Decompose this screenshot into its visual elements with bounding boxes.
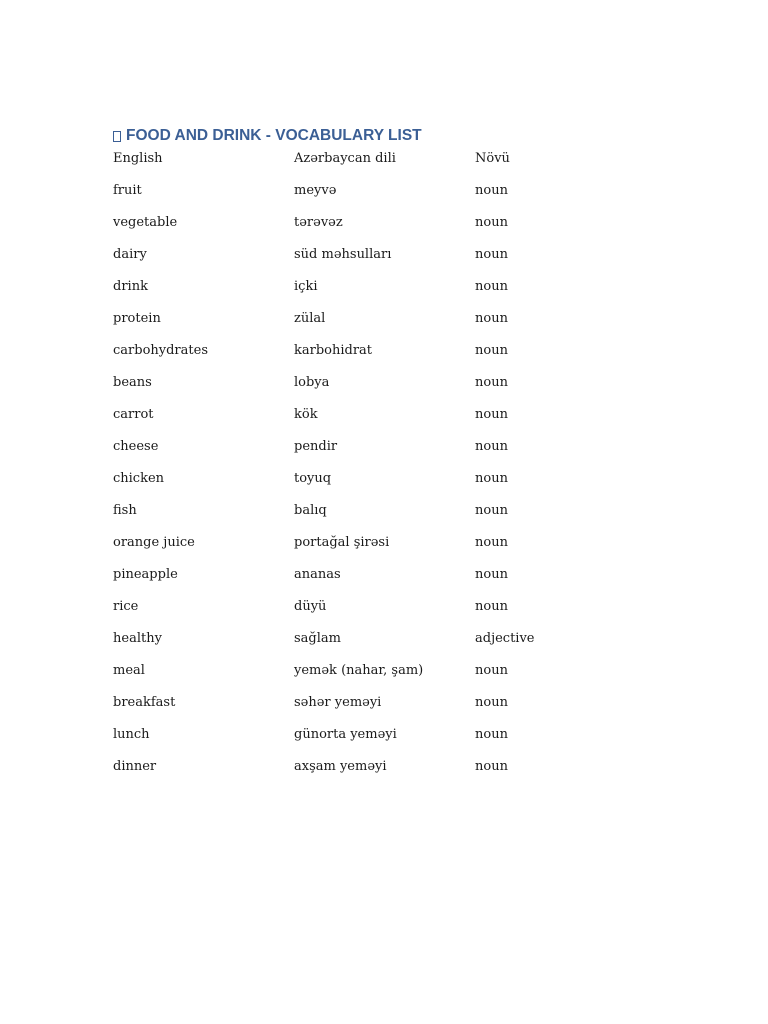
header-azerbaijani: Azərbaycan dili (294, 151, 396, 166)
table-row (113, 340, 673, 372)
cell-azerbaijani: günorta yeməyi (294, 727, 397, 742)
cell-type: noun (475, 567, 508, 582)
document-title-text: FOOD AND DRINK - VOCABULARY LIST (126, 127, 422, 144)
cell-type: noun (475, 535, 508, 550)
cell-azerbaijani: karbohidrat (294, 343, 373, 358)
cell-type: noun (475, 375, 508, 390)
table-row (113, 596, 673, 628)
cell-english: protein (113, 311, 161, 326)
cell-type: adjective (475, 631, 535, 646)
cell-azerbaijani: ananas (294, 567, 341, 582)
cell-english: fruit (113, 183, 142, 198)
cell-english: pineapple (113, 567, 178, 582)
cell-type: noun (475, 311, 508, 326)
cell-type: noun (475, 471, 508, 486)
cell-english: chicken (113, 471, 165, 486)
cell-type: noun (475, 599, 508, 614)
table-row (113, 212, 673, 244)
cell-english: rice (113, 599, 139, 614)
table-row (113, 564, 673, 596)
document-title (113, 125, 422, 147)
cell-english: beans (113, 375, 152, 390)
cell-english: carrot (113, 407, 154, 422)
table-row (113, 244, 673, 276)
cell-azerbaijani: portağal şirəsi (294, 535, 390, 550)
table-row (113, 756, 673, 788)
cell-type: noun (475, 503, 508, 518)
table-row (113, 724, 673, 756)
vocabulary-table (113, 148, 673, 788)
cell-type: noun (475, 759, 508, 774)
cell-english: orange juice (113, 535, 195, 550)
table-row (113, 436, 673, 468)
cell-english: meal (113, 663, 145, 678)
cell-english: breakfast (113, 695, 176, 710)
table-row (113, 180, 673, 212)
table-row (113, 372, 673, 404)
cell-english: healthy (113, 631, 162, 646)
cell-english: vegetable (113, 215, 178, 230)
cell-english: dairy (113, 247, 147, 262)
cell-english: lunch (113, 727, 150, 742)
cell-azerbaijani: balıq (294, 503, 327, 518)
cell-type: noun (475, 279, 508, 294)
cell-type: noun (475, 215, 508, 230)
table-row (113, 692, 673, 724)
cell-type: noun (475, 343, 508, 358)
cell-azerbaijani: axşam yeməyi (294, 759, 387, 774)
cell-azerbaijani: toyuq (294, 471, 332, 486)
cell-azerbaijani: yemək (nahar, şam) (294, 663, 424, 678)
cell-azerbaijani: pendir (294, 439, 338, 454)
cell-azerbaijani: süd məhsulları (294, 247, 392, 262)
cell-azerbaijani: sağlam (294, 631, 341, 646)
cell-type: noun (475, 407, 508, 422)
table-row (113, 308, 673, 340)
cell-azerbaijani: lobya (294, 375, 330, 390)
cell-azerbaijani: içki (294, 279, 318, 294)
cell-english: dinner (113, 759, 157, 774)
cell-type: noun (475, 183, 508, 198)
table-row (113, 532, 673, 564)
cell-azerbaijani: səhər yeməyi (294, 695, 382, 710)
cell-type: noun (475, 439, 508, 454)
header-english: English (113, 151, 163, 166)
table-row (113, 468, 673, 500)
missing-glyph-icon (113, 131, 121, 142)
cell-type: noun (475, 663, 508, 678)
cell-azerbaijani: kök (294, 407, 318, 422)
cell-azerbaijani: tərəvəz (294, 215, 343, 230)
cell-type: noun (475, 247, 508, 262)
cell-type: noun (475, 727, 508, 742)
cell-azerbaijani: meyvə (294, 183, 337, 198)
table-row (113, 500, 673, 532)
cell-azerbaijani: düyü (294, 599, 327, 614)
table-row (113, 404, 673, 436)
table-row (113, 276, 673, 308)
table-header-row (113, 148, 673, 180)
cell-azerbaijani: zülal (294, 311, 326, 326)
table-row (113, 660, 673, 692)
cell-english: carbohydrates (113, 343, 208, 358)
cell-english: fish (113, 503, 137, 518)
cell-english: drink (113, 279, 148, 294)
header-type: Növü (475, 151, 510, 166)
cell-english: cheese (113, 439, 159, 454)
cell-type: noun (475, 695, 508, 710)
table-row (113, 628, 673, 660)
